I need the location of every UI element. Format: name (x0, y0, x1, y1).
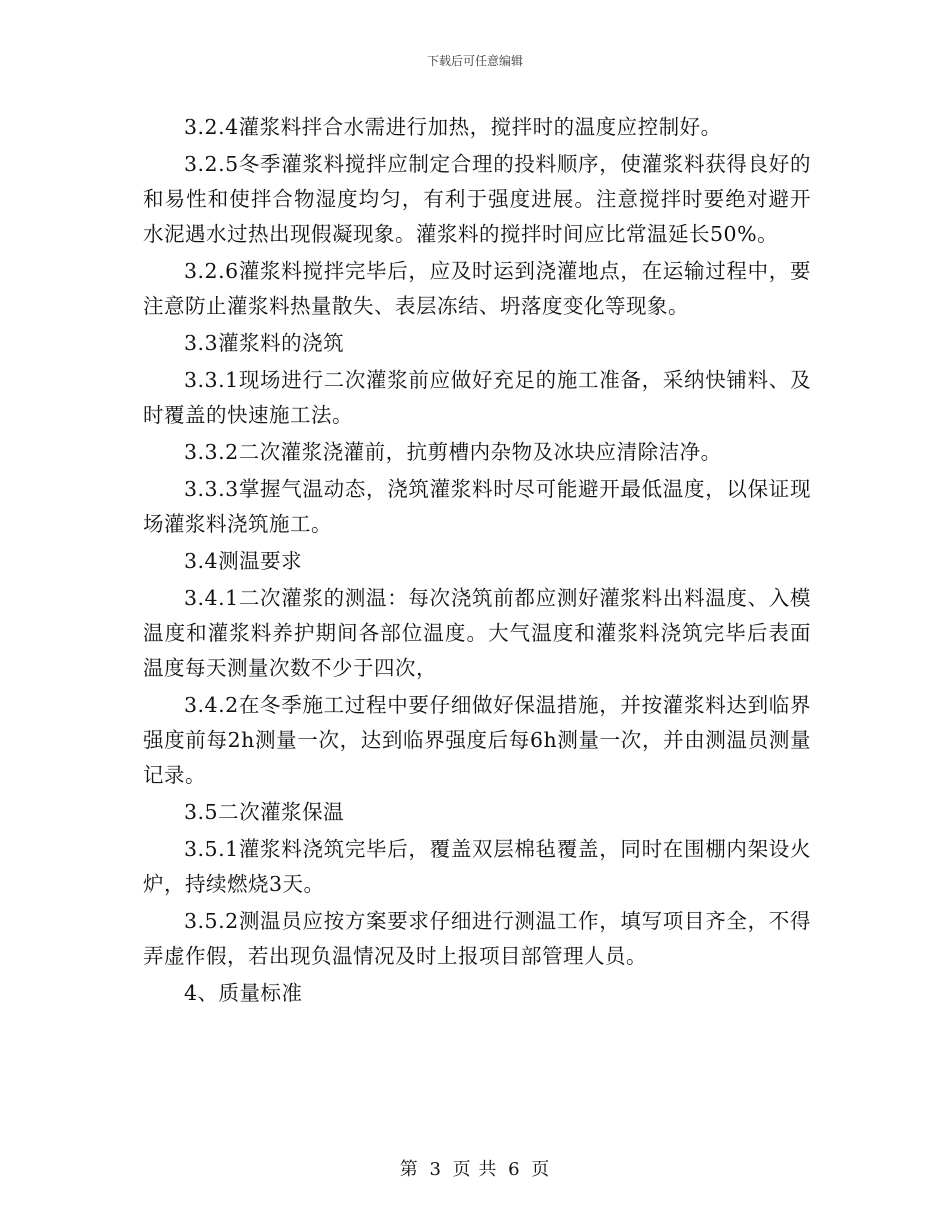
footer-total-pages: 6 (508, 1159, 521, 1180)
footer-label-prefix: 第 (399, 1159, 419, 1180)
page-header: 下载后可任意编辑 (426, 54, 523, 68)
paragraph-3-5-1: 3.5.1灌浆料浇筑完毕后，覆盖双层棉毡覆盖，同时在围棚内架设火炉，持续燃烧3天。 (143, 837, 811, 896)
paragraph-3-4-2: 3.4.2在冬季施工过程中要仔细做好保温措施，并按灌浆料达到临界强度前每2h测量一次，达到临界强度后每6h测量一次，并由测温员测量记录。 (143, 693, 811, 787)
footer-label-suffix: 页 (531, 1159, 551, 1180)
footer-label-mid: 页 共 (452, 1159, 498, 1180)
paragraph-3-3-2: 3.3.2二次灌浆浇灌前，抗剪槽内杂物及冰块应清除洁净。 (184, 440, 722, 464)
paragraph-3-3-3: 3.3.3掌握气温动态，浇筑灌浆料时尽可能避开最低温度，以保证现场灌浆料浇筑施工。 (143, 477, 811, 536)
section-heading-3-3: 3.3灌浆料的浇筑 (184, 331, 345, 355)
paragraph-3-2-6: 3.2.6灌浆料搅拌完毕后，应及时运到浇灌地点，在运输过程中，要注意防止灌浆料热量散失、表层冻结、坍落度变化等现象。 (143, 259, 811, 318)
footer-current-page: 3 (429, 1159, 442, 1180)
section-heading-3-4: 3.4测温要求 (184, 549, 303, 573)
document-body (143, 110, 811, 1013)
paragraph-3-4-1: 3.4.1二次灌浆的测温：每次浇筑前都应测好灌浆料出料温度、入模温度和灌浆料养护期间各部位温度。大气温度和灌浆料浇筑完毕后表面温度每天测量次数不少于四次， (143, 586, 811, 680)
paragraph-3-2-5: 3.2.5冬季灌浆料搅拌应制定合理的投料顺序，使灌浆料获得良好的和易性和使拌合物湿度均匀，有利于强度进展。注意搅拌时要绝对避开水泥遇水过热出现假凝现象。灌浆料的搅拌时间应比常温延长50%。 (143, 152, 811, 246)
page-footer (0, 1155, 950, 1181)
paragraph-3-2-4: 3.2.4灌浆料拌合水需进行加热，搅拌时的温度应控制好。 (184, 115, 722, 139)
paragraph-3-5-2: 3.5.2测温员应按方案要求仔细进行测温工作，填写项目齐全，不得弄虚作假，若出现负温情况及时上报项目部管理人员。 (143, 909, 811, 968)
section-heading-3-5: 3.5二次灌浆保温 (184, 800, 345, 824)
section-heading-4: 4、质量标准 (184, 981, 303, 1005)
paragraph-3-3-1: 3.3.1现场进行二次灌浆前应做好充足的施工准备，采纳快铺料、及时覆盖的快速施工法。 (143, 368, 811, 427)
